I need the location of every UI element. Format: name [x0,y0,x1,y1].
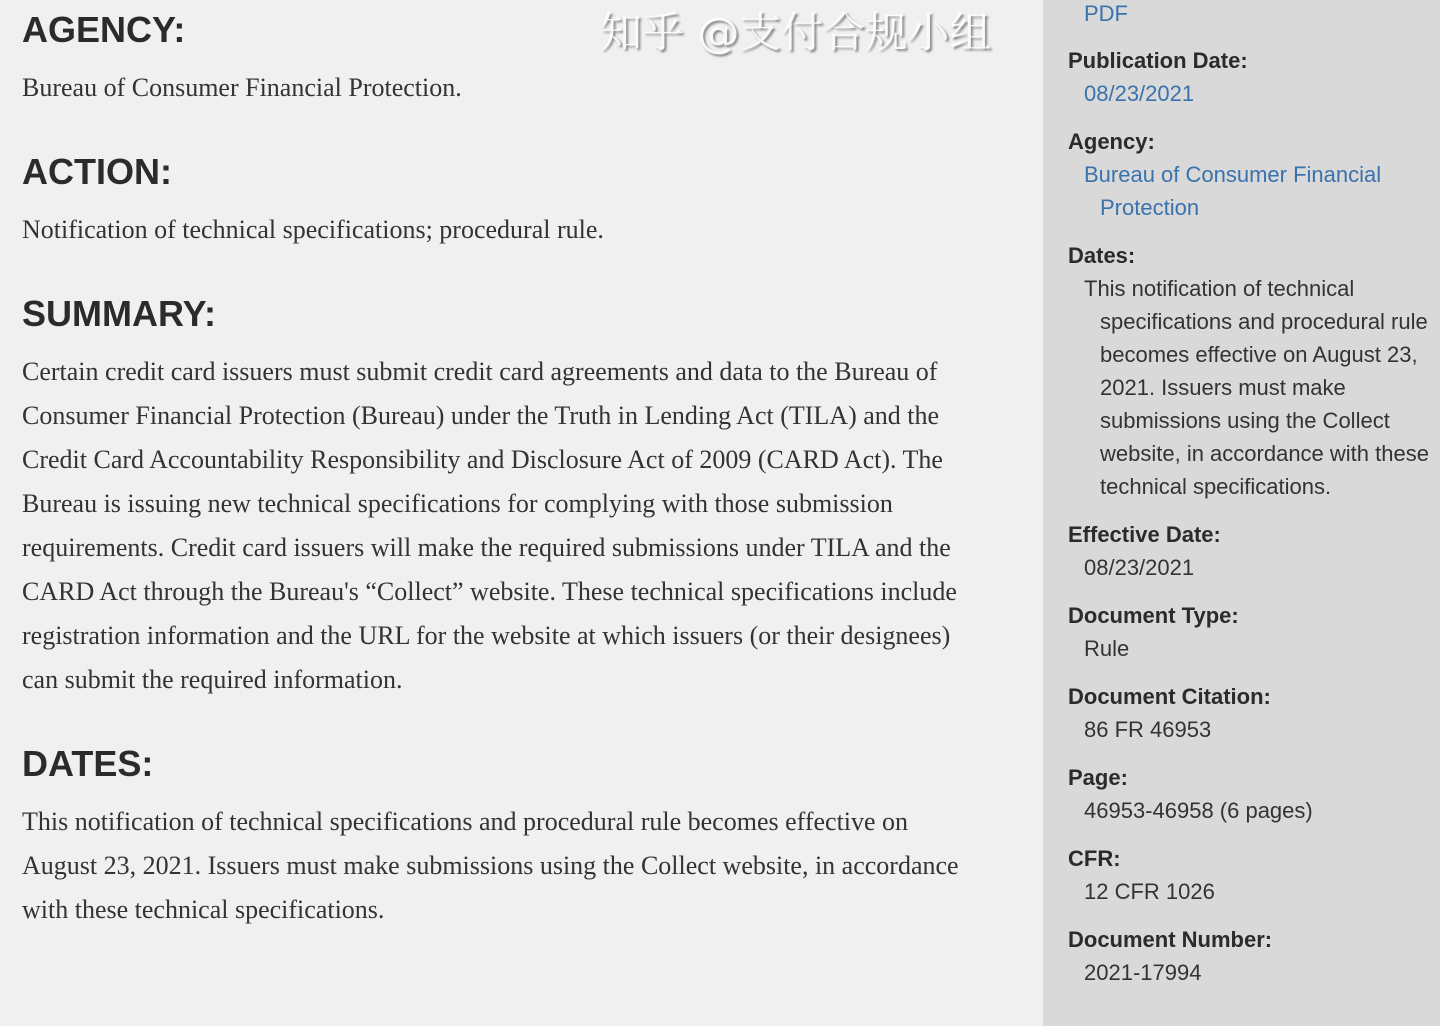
page-label: Page: [1068,765,1128,790]
publication-date-link[interactable]: 08/23/2021 [1084,81,1195,106]
summary-text: Certain credit card issuers must submit credit card agreements and data to the Bureau of Consumer Financial Protection (Bureau) under the Truth in Lending Act (TILA) and the Credit Card Accountability Responsibility and Disclosure Act of 2009 (CARD Act). The Bureau is issuing new technical specifications for complying with those submission requirements. Credit card issuers will make the required submissions under TILA and the CARD Act through the Bureau's “Collect” website. These technical specifications include registration information and the URL for the website at which issuers (or their designees) can submit the required information. [22,357,957,694]
agency-text: Bureau of Consumer Financial Protection. [22,73,462,102]
agency-link[interactable]: Bureau of Consumer Financial Protection [1084,162,1382,220]
document-type-value: Rule [1084,636,1130,661]
action-text: Notification of technical specifications; procedural rule. [22,215,604,244]
effective-date-label: Effective Date: [1068,522,1221,547]
dates-label: Dates: [1068,243,1136,268]
document-citation-label: Document Citation: [1068,684,1271,709]
document-number-value: 2021-17994 [1084,960,1202,985]
agency-label: Agency: [1068,129,1155,154]
dates-value: This notification of technical specifications and procedural rule becomes effective on August 23, 2021. Issuers must make submissions using the Collect website, in accordance with these technical specifications. [1084,276,1429,499]
page-value: 46953-46958 (6 pages) [1084,798,1313,823]
document-citation-value: 86 FR 46953 [1084,717,1212,742]
summary-heading: SUMMARY: [22,293,216,334]
cfr-label: CFR: [1068,846,1121,871]
document-details-sidebar [1043,0,1440,1026]
agency-heading: AGENCY: [22,9,186,50]
effective-date-value: 08/23/2021 [1084,555,1195,580]
dates-text: This notification of technical specifications and procedural rule becomes effective on August 23, 2021. Issuers must make submissions using the Collect website, in accordance with these technical specifications. [22,807,959,924]
cfr-value: 12 CFR 1026 [1084,879,1215,904]
document-type-label: Document Type: [1068,603,1239,628]
dates-heading: DATES: [22,743,154,784]
publication-date-label: Publication Date: [1068,48,1248,73]
document-number-label: Document Number: [1068,927,1273,952]
watermark: 知乎 @支付合规小组 [600,8,992,57]
action-heading: ACTION: [22,151,172,192]
pdf-link[interactable]: PDF [1084,1,1128,26]
